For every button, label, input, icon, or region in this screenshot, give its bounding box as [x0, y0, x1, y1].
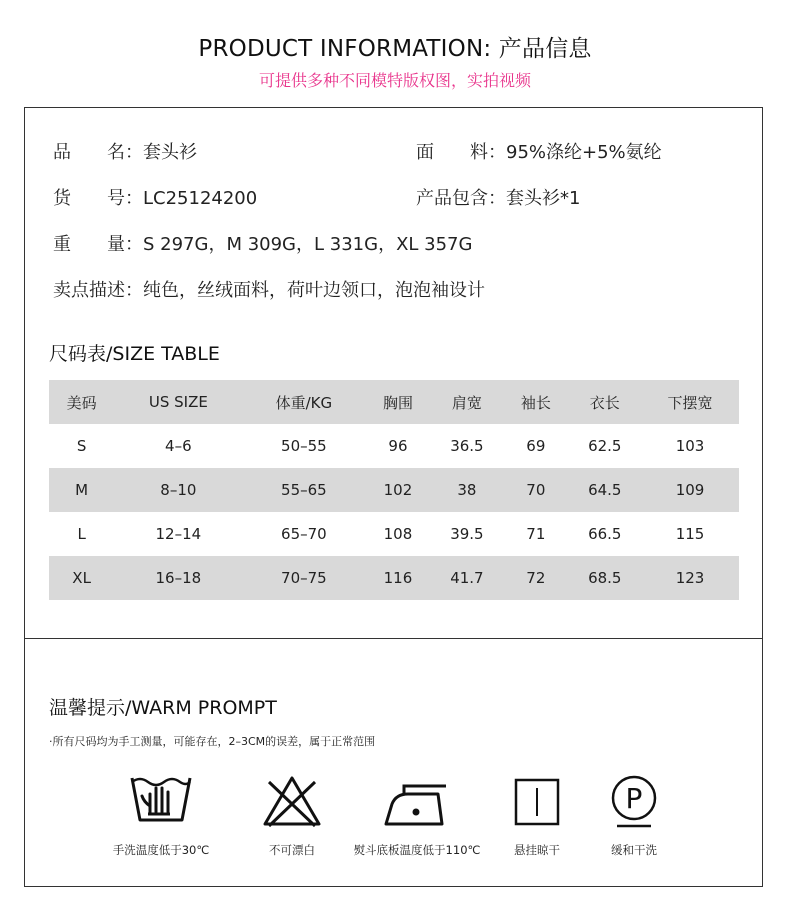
- iron-label: 熨斗底板温度低于110℃: [353, 843, 481, 857]
- table-cell: 4–6: [165, 437, 192, 455]
- table-cell: 108: [383, 525, 413, 543]
- care-item-dry-clean: [594, 770, 674, 858]
- care-item-hand-wash: [96, 770, 226, 858]
- selling-value: 纯色，丝绒面料，荷叶边领口，泡泡袖设计: [143, 280, 485, 301]
- sku-value: LC25124200: [143, 188, 258, 209]
- table-cell: 41.7: [450, 569, 484, 587]
- hang-dry-label: 悬挂晾干: [514, 843, 560, 857]
- header-cell: 体重/KG: [275, 393, 333, 412]
- fabric-value: 95%涤纶+5%氨纶: [506, 142, 662, 163]
- table-cell: 70–75: [281, 569, 327, 587]
- table-row: [49, 556, 739, 600]
- size-table-header: [49, 380, 739, 424]
- table-cell: 116: [383, 569, 413, 587]
- name-label: 品 名：: [53, 142, 143, 163]
- fabric-label: 面 料：: [416, 142, 506, 163]
- table-cell: 70: [526, 481, 546, 499]
- selling-label: 卖点描述：: [53, 280, 143, 301]
- table-cell: 55–65: [281, 481, 327, 499]
- contents-label: 产品包含：: [416, 188, 506, 209]
- table-cell: L: [77, 525, 86, 543]
- table-cell: 64.5: [588, 481, 622, 499]
- table-cell: 68.5: [588, 569, 622, 587]
- table-cell: 69: [526, 437, 546, 455]
- info-row-sku: [53, 184, 257, 210]
- size-table-title: 尺码表/SIZE TABLE: [49, 343, 220, 365]
- header-cell: 胸围: [382, 393, 413, 412]
- header-cell: US SIZE: [148, 393, 208, 411]
- header-cell: 袖长: [520, 393, 551, 412]
- iron-icon: [382, 770, 452, 832]
- table-cell: 38: [457, 481, 477, 499]
- info-row-fabric: [416, 138, 662, 164]
- table-row: [49, 468, 739, 512]
- dry-clean-label: 缓和干洗: [611, 843, 657, 857]
- no-bleach-icon: [257, 770, 327, 832]
- table-cell: 123: [675, 569, 705, 587]
- table-cell: 36.5: [450, 437, 484, 455]
- table-cell: 62.5: [588, 437, 622, 455]
- hand-wash-icon: [126, 770, 196, 832]
- table-cell: 103: [675, 437, 705, 455]
- header-cell: 下摆宽: [667, 393, 713, 412]
- hang-dry-icon: [502, 770, 572, 832]
- table-row: [49, 512, 739, 556]
- care-item-iron: [343, 770, 491, 858]
- table-cell: 8–10: [160, 481, 197, 499]
- header-cell: 衣长: [589, 393, 620, 412]
- table-cell: 12–14: [155, 525, 202, 543]
- table-cell: 50–55: [281, 437, 327, 455]
- warm-prompt-title: 温馨提示/WARM PROMPT: [49, 697, 277, 719]
- table-cell: 65–70: [281, 525, 327, 543]
- table-cell: S: [76, 437, 87, 455]
- table-cell: 39.5: [450, 525, 484, 543]
- header-cell: 肩宽: [451, 393, 482, 412]
- table-cell: XL: [72, 569, 91, 587]
- page-title: PRODUCT INFORMATION: 产品信息: [198, 36, 592, 62]
- svg-text:P: P: [625, 782, 643, 815]
- table-cell: 102: [383, 481, 413, 499]
- dry-clean-icon: [599, 770, 669, 832]
- name-value: 套头衫: [143, 142, 197, 163]
- table-cell: 71: [526, 525, 546, 543]
- table-cell: M: [75, 481, 89, 499]
- table-cell: 16–18: [155, 569, 202, 587]
- measurement-note: ·所有尺码均为手工测量，可能存在，2–3CM的误差，属于正常范围: [49, 735, 376, 748]
- info-row-weight: [53, 230, 472, 256]
- weight-value: S 297G，M 309G，L 331G，XL 357G: [143, 234, 473, 255]
- no-bleach-label: 不可漂白: [269, 843, 315, 857]
- table-cell: 66.5: [588, 525, 622, 543]
- sku-label: 货 号：: [53, 188, 143, 209]
- page-subtitle: 可提供多种不同模特版权图，实拍视频: [258, 71, 531, 90]
- table-row: [49, 424, 739, 468]
- info-row-name: [53, 138, 197, 164]
- section-divider: [24, 638, 763, 639]
- header-cell: 美码: [66, 393, 97, 412]
- size-table: [49, 380, 739, 600]
- table-cell: 109: [675, 481, 705, 499]
- hand-wash-label: 手洗温度低于30℃: [112, 843, 210, 857]
- table-cell: 115: [675, 525, 705, 543]
- contents-value: 套头衫*1: [506, 188, 581, 209]
- table-cell: 96: [388, 437, 408, 455]
- info-row-contents: [416, 184, 580, 210]
- info-row-selling: [53, 276, 485, 302]
- care-item-hang-dry: [497, 770, 577, 858]
- table-cell: 72: [526, 569, 546, 587]
- weight-label: 重 量：: [53, 234, 143, 255]
- care-item-no-bleach: [242, 770, 342, 858]
